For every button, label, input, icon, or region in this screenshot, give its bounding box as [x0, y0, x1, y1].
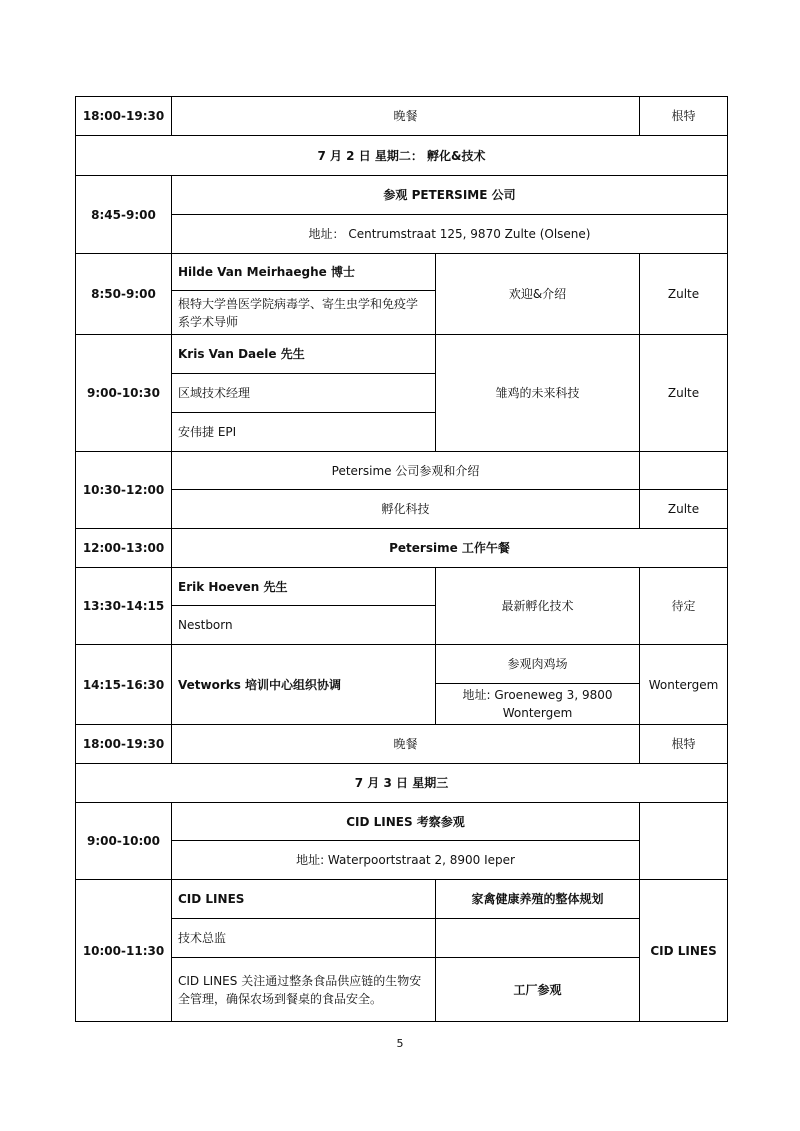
address-cell: 地址: Waterpoortstraat 2, 8900 Ieper — [172, 841, 640, 880]
speaker-cell: Erik Hoeven 先生 — [172, 568, 436, 606]
speaker-cell: Kris Van Daele 先生 — [172, 335, 436, 374]
description-cell: CID LINES 关注通过整条食品供应链的生物安全管理，确保农场到餐桌的食品安全。 — [172, 958, 436, 1022]
time-cell: 12:00-13:00 — [76, 529, 172, 568]
role-cell: 区域技术经理 — [172, 374, 436, 413]
time-cell: 10:00-11:30 — [76, 880, 172, 1022]
topic-cell: 雏鸡的未来科技 — [436, 335, 640, 452]
table-row — [76, 803, 728, 841]
time-cell: 10:30-12:00 — [76, 452, 172, 529]
activity-cell: 晚餐 — [172, 97, 640, 136]
topic-cell: 最新孵化技术 — [436, 568, 640, 645]
time-cell: 18:00-19:30 — [76, 97, 172, 136]
day-header: 7 月 3 日 星期三 — [76, 764, 728, 803]
visit-title-cell: CID LINES 考察参观 — [172, 803, 640, 841]
table-row — [76, 215, 728, 254]
day-header-row — [76, 136, 728, 176]
location-cell: Zulte — [640, 254, 728, 335]
activity-cell: Petersime 工作午餐 — [172, 529, 728, 568]
table-row — [76, 452, 728, 490]
topic-cell: 家禽健康养殖的整体规划 — [436, 880, 640, 919]
page-number: 5 — [396, 1037, 404, 1050]
address-cell: 地址： Centrumstraat 125, 9870 Zulte (Olsene) — [172, 215, 728, 254]
location-cell — [640, 803, 728, 880]
visit-cell: 工厂参观 — [436, 958, 640, 1022]
visit-cell: 参观肉鸡场 — [436, 645, 640, 684]
time-cell: 8:50-9:00 — [76, 254, 172, 335]
location-cell: 根特 — [640, 97, 728, 136]
table-row — [76, 176, 728, 215]
affiliation-cell: 根特大学兽医学院病毒学、寄生虫学和免疫学系学术导师 — [172, 291, 436, 335]
table-row — [76, 97, 728, 136]
time-cell: 13:30-14:15 — [76, 568, 172, 645]
table-row — [76, 645, 728, 684]
location-cell — [640, 452, 728, 490]
table-row — [76, 841, 728, 880]
table-row — [76, 335, 728, 374]
activity-cell: 晚餐 — [172, 725, 640, 764]
table-row — [76, 725, 728, 764]
table-row — [76, 529, 728, 568]
table-row — [76, 254, 728, 291]
table-row — [76, 958, 728, 1022]
table-row — [76, 490, 728, 529]
table-row — [76, 880, 728, 919]
time-cell: 9:00-10:30 — [76, 335, 172, 452]
table-row — [76, 919, 728, 958]
location-cell: 根特 — [640, 725, 728, 764]
location-cell: 待定 — [640, 568, 728, 645]
topic-cell: 欢迎&介绍 — [436, 254, 640, 335]
location-cell: Zulte — [640, 490, 728, 529]
company-cell: CID LINES — [172, 880, 436, 919]
company-cell: 安伟捷 EPI — [172, 413, 436, 452]
day-header: 7 月 2 日 星期二： 孵化&技术 — [76, 136, 728, 176]
day-header-row — [76, 764, 728, 803]
table-row — [76, 568, 728, 606]
location-cell: Wontergem — [640, 645, 728, 725]
company-cell: Nestborn — [172, 606, 436, 645]
time-cell: 14:15-16:30 — [76, 645, 172, 725]
visit-title-cell: 参观 PETERSIME 公司 — [172, 176, 728, 215]
address-cell: 地址: Groeneweg 3, 9800 Wontergem — [436, 684, 640, 725]
time-cell: 18:00-19:30 — [76, 725, 172, 764]
speaker-cell: Hilde Van Meirhaeghe 博士 — [172, 254, 436, 291]
activity-cell: Petersime 公司参观和介绍 — [172, 452, 640, 490]
time-cell: 8:45-9:00 — [76, 176, 172, 254]
activity-cell: 孵化科技 — [172, 490, 640, 529]
location-cell: CID LINES — [640, 880, 728, 1022]
organizer-cell: Vetworks 培训中心组织协调 — [172, 645, 436, 725]
role-cell: 技术总监 — [172, 919, 436, 958]
location-cell: Zulte — [640, 335, 728, 452]
schedule-table — [75, 96, 728, 1022]
time-cell: 9:00-10:00 — [76, 803, 172, 880]
empty-cell — [436, 919, 640, 958]
